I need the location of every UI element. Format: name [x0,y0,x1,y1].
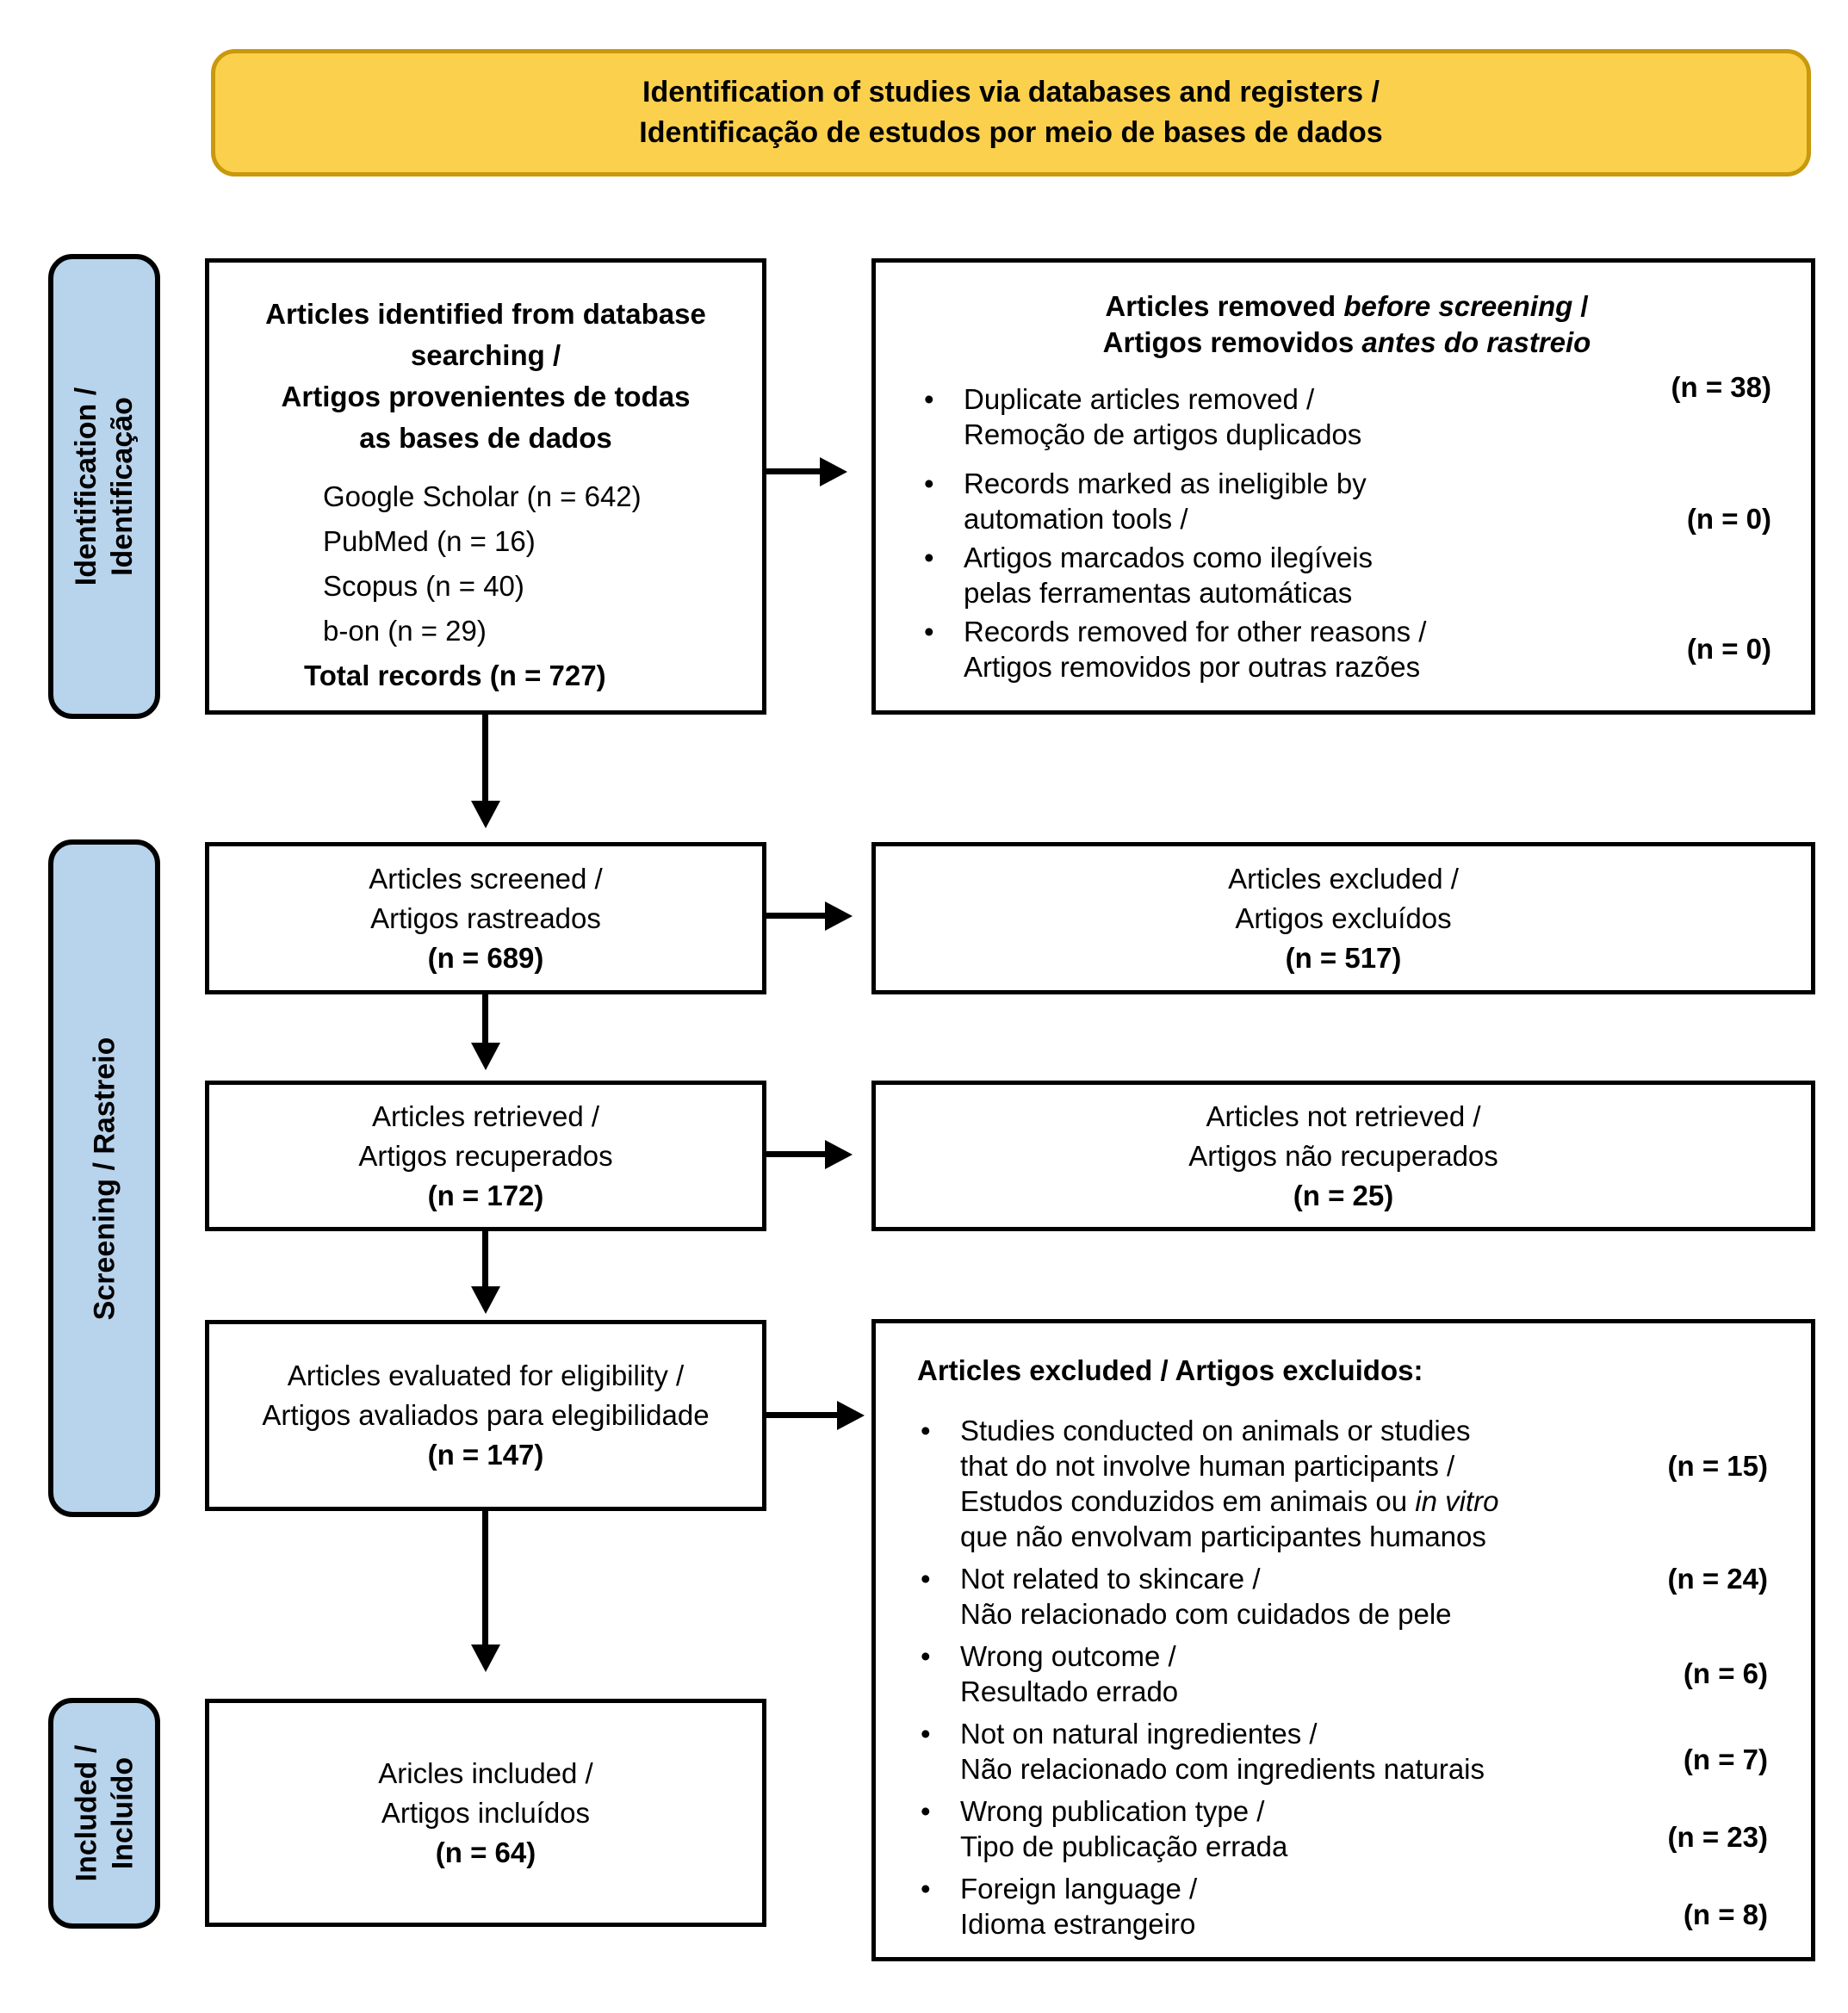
count-text: (n = 172) [427,1179,544,1211]
count-text: (n = 689) [427,941,544,974]
bullet-text: Records marked as ineligible by automation tools / [964,468,1367,535]
count-badge: (n = 6) [1683,1657,1768,1689]
box-articles-retrieved [205,1081,766,1231]
bullet-text: Records removed for other reasons / Artigos removidos por outras razões [964,616,1427,683]
bullet-icon: • [924,616,934,647]
bullet-line-italic: in vitro [1415,1485,1499,1517]
stage-label-text: Included / Incluído [70,1744,139,1882]
box-exclusion-reasons [871,1319,1815,1961]
count-text: (n = 517) [1285,941,1402,974]
heading-text-italic: before screening [1343,290,1573,322]
bullet-text: Not related to skincare / Não relacionado com cuidados de pele [960,1563,1452,1630]
bullet-item [914,1871,1773,1942]
heading-line [917,288,1777,325]
box-articles-identified [205,258,766,715]
count-badge: (n = 15) [1667,1450,1768,1482]
banner-title: Identification of studies via databases and registers / Identificação de estudos por meio de bases de dados [639,76,1383,149]
bullet-item [917,466,1777,536]
bullet-line: Studies conducted on animals or studies that do not involve human participants / [960,1415,1471,1482]
stage-label-text: Screening / Rastreio [88,1037,121,1320]
box-articles-evaluated [205,1320,766,1511]
stage-label-text: Identification / Identificação [70,387,140,586]
bullet-text: Foreign language / Idioma estrangeiro [960,1873,1198,1940]
bullet-text: Wrong outcome / Resultado errado [960,1640,1179,1707]
banner [211,49,1811,177]
count-badge: (n = 23) [1667,1821,1768,1853]
box-heading: Articles excluded / Artigos excluidos: [917,1354,1423,1386]
bullet-item [917,614,1777,684]
box-text: Articles not retrieved / Artigos não recuperados [1188,1099,1498,1172]
bullet-text: Wrong publication type / Tipo de publicação errada [960,1795,1288,1862]
bullet-text: Artigos marcados como ilegíveis pelas ferramentas automáticas [964,542,1374,609]
bullet-text: Not on natural ingredientes / Não relacionado com ingredients naturais [960,1718,1485,1785]
arrow-screened-to-excluded [766,913,825,919]
arrow-identified-to-removed [766,468,820,474]
count-text: (n = 64) [435,1836,536,1868]
arrow-evaluated-to-included [482,1511,488,1644]
box-heading: Articles identified from database searching / Artigos provenientes de todas as bases de dados [265,298,706,454]
box-text: Articles retrieved / Artigos recuperados [358,1099,613,1172]
heading-text: / [1572,290,1589,322]
bullet-text: Duplicate articles removed / Remoção de artigos duplicados [964,383,1362,450]
box-articles-not-retrieved [871,1081,1815,1231]
source-item: PubMed (n = 16) [323,525,536,557]
bullet-icon: • [924,542,934,573]
bullet-item [914,1413,1773,1554]
source-item: b-on (n = 29) [323,615,487,647]
bullet-item [917,540,1777,610]
stage-label-included [48,1698,160,1929]
arrow-identified-to-screened [482,715,488,801]
database-source-list [226,474,745,698]
box-text: Aricles included / Artigos incluídos [378,1756,593,1829]
bullet-line: Estudos conduzidos em animais ou [960,1485,1416,1517]
count-text: (n = 25) [1293,1179,1394,1211]
bullet-item [914,1638,1773,1709]
bullet-text [960,1413,1583,1554]
bullet-icon: • [924,468,934,499]
heading-text: Articles removed [1105,290,1344,322]
box-articles-removed-before-screening [871,258,1815,715]
heading-text-italic: antes do rastreio [1361,326,1591,358]
box-text: Articles excluded / Artigos excluídos [1228,862,1459,934]
count-badge: (n = 0) [1686,633,1771,665]
stage-label-screening [48,839,160,1517]
bullet-icon: • [921,1873,931,1905]
bullet-icon: • [921,1795,931,1827]
bullet-icon: • [921,1640,931,1672]
bullet-line: que não envolvam participantes humanos [960,1521,1486,1552]
box-text: Articles evaluated for eligibility / Artigos avaliados para elegibilidade [262,1360,710,1431]
total-records: Total records (n = 727) [304,660,606,691]
bullet-item [914,1793,1773,1864]
source-item: Scopus (n = 40) [323,570,524,602]
bullet-icon: • [921,1718,931,1750]
arrow-retrieved-to-evaluated [482,1231,488,1286]
bullet-item [917,371,1777,452]
stage-label-identification [48,254,160,719]
count-badge: (n = 38) [1671,371,1771,403]
box-articles-included [205,1699,766,1927]
bullet-item [914,1716,1773,1787]
arrow-screened-to-retrieved [482,994,488,1043]
bullet-icon: • [924,383,934,415]
count-badge: (n = 8) [1683,1898,1768,1930]
box-articles-excluded [871,842,1815,994]
count-badge: (n = 24) [1667,1563,1768,1595]
box-text: Articles screened / Artigos rastreados [369,862,603,934]
heading-text: Artigos removidos [1102,326,1362,358]
bullet-icon: • [921,1415,931,1446]
arrow-retrieved-to-not-retrieved [766,1151,825,1157]
heading-line [917,325,1777,361]
arrow-evaluated-to-exclusion-reasons [766,1412,837,1418]
source-item: Google Scholar (n = 642) [323,480,642,512]
count-badge: (n = 0) [1686,503,1771,535]
box-heading [917,288,1777,361]
bullet-icon: • [921,1563,931,1595]
count-text: (n = 147) [427,1439,544,1471]
bullet-item [914,1561,1773,1632]
count-badge: (n = 7) [1683,1744,1768,1775]
box-articles-screened [205,842,766,994]
